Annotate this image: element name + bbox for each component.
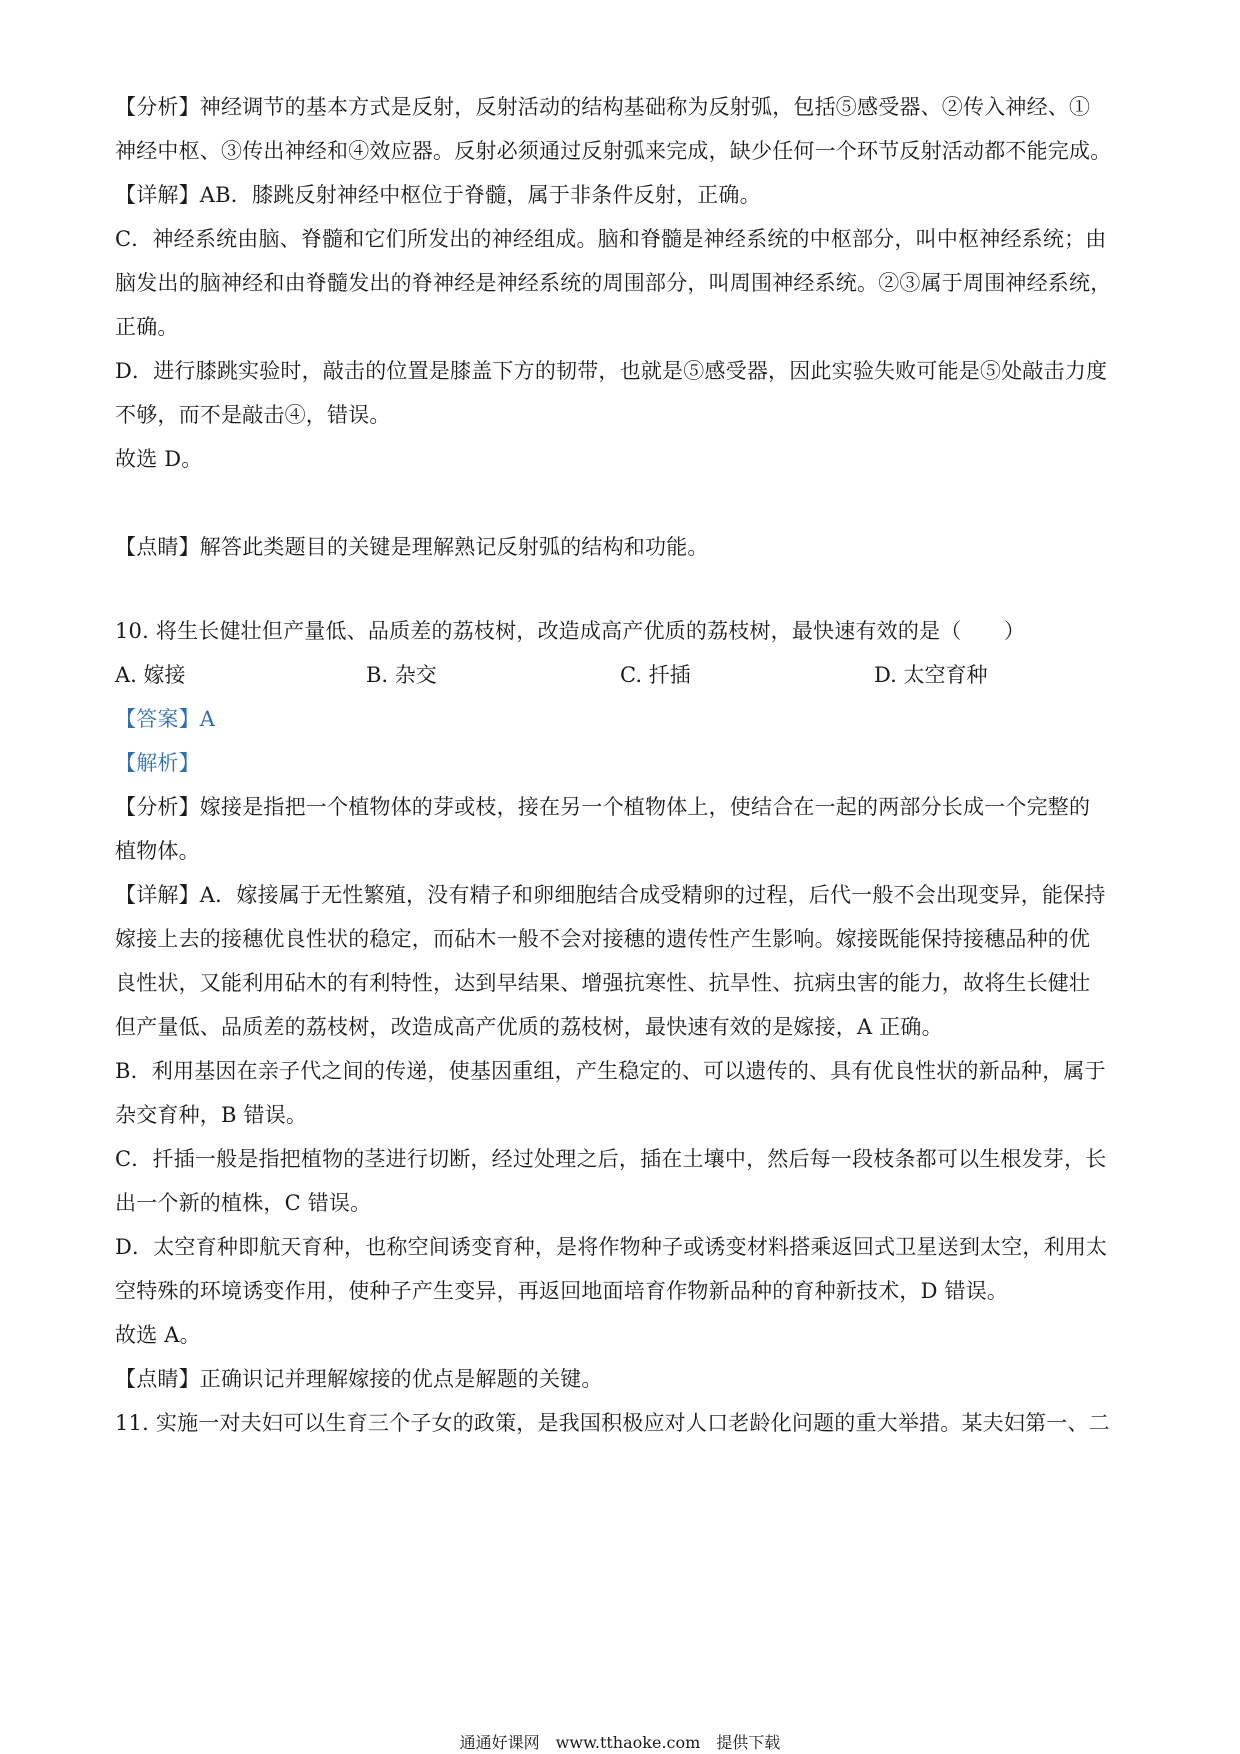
question-11: 11. 实施一对夫妇可以生育三个子女的政策，是我国积极应对人口老龄化问题的重大举措。某夫妇第一、二 xyxy=(115,1411,1110,1435)
conclusion-q9: 故选 D。 xyxy=(115,447,203,471)
comment-q10: 【点睛】正确识记并理解嫁接的优点是解题的关键。 xyxy=(115,1367,603,1391)
detail-d-line-2: 不够，而不是敲击④，错误。 xyxy=(115,403,391,427)
option-a: A. 嫁接 xyxy=(115,663,186,687)
analysis-line-1: 【分析】神经调节的基本方式是反射，反射活动的结构基础称为反射弧，包括⑤感受器、②传入神经、① xyxy=(115,95,1091,119)
q10-detail-d-line-1: D．太空育种即航天育种，也称空间诱变育种，是将作物种子或诱变材料搭乘返回式卫星送到太空，利用太 xyxy=(115,1235,1108,1259)
detail-d-line-1: D．进行膝跳实验时，敲击的位置是膝盖下方的韧带，也就是⑤感受器，因此实验失败可能是⑤处敲击力度 xyxy=(115,359,1108,383)
q10-detail-b-line-2: 杂交育种，B 错误。 xyxy=(115,1103,308,1127)
q10-analysis-line-1: 【分析】嫁接是指把一个植物体的芽或枝，接在另一个植物体上，使结合在一起的两部分长成一个完整的 xyxy=(115,795,1091,819)
comment-q9: 【点睛】解答此类题目的关键是理解熟记反射弧的结构和功能。 xyxy=(115,535,709,559)
question-10: 10. 将生长健壮但产量低、品质差的荔枝树，改造成高产优质的荔枝树，最快速有效的是（ ） xyxy=(115,619,1026,643)
q10-analysis-line-2: 植物体。 xyxy=(115,839,200,863)
q10-detail-a-line-4: 但产量低、品质差的荔枝树，改造成高产优质的荔枝树，最快速有效的是嫁接，A 正确。 xyxy=(115,1015,943,1039)
option-d: D. 太空育种 xyxy=(874,663,988,687)
detail-c-line-2: 脑发出的脑神经和由脊髓发出的脊神经是神经系统的周围部分，叫周围神经系统。②③属于周围神经系统， xyxy=(115,271,1112,295)
q10-detail-a-line-3: 良性状，又能利用砧木的有利特性，达到早结果、增强抗寒性、抗旱性、抗病虫害的能力，故将生长健壮 xyxy=(115,971,1091,995)
option-b: B. 杂交 xyxy=(366,663,437,687)
q10-detail-b-line-1: B．利用基因在亲子代之间的传递，使基因重组，产生稳定的、可以遗传的、具有优良性状的新品种，属于 xyxy=(115,1059,1106,1083)
q10-detail-d-line-2: 空特殊的环境诱变作用，使种子产生变异，再返回地面培育作物新品种的育种新技术，D 错误。 xyxy=(115,1279,1009,1303)
conclusion-q10: 故选 A。 xyxy=(115,1323,201,1347)
analysis-line-2: 神经中枢、③传出神经和④效应器。反射必须通过反射弧来完成，缺少任何一个环节反射活动都不能完成。 xyxy=(115,139,1112,163)
analysis-label: 【解析】 xyxy=(115,751,200,775)
detail-c-line-1: C．神经系统由脑、脊髓和它们所发出的神经组成。脑和脊髓是神经系统的中枢部分，叫中枢神经系统；由 xyxy=(115,227,1107,251)
q10-detail-c-line-1: C．扦插一般是指把植物的茎进行切断，经过处理之后，插在土壤中，然后每一段枝条都可以生根发芽，长 xyxy=(115,1147,1107,1171)
detail-ab: 【详解】AB．膝跳反射神经中枢位于脊髓，属于非条件反射，正确。 xyxy=(115,183,761,207)
detail-c-line-3: 正确。 xyxy=(115,315,179,339)
q10-detail-a-line-2: 嫁接上去的接穗优良性状的稳定，而砧木一般不会对接穗的遗传性产生影响。嫁接既能保持接穗品种的优 xyxy=(115,927,1091,951)
answer-label: 【答案】A xyxy=(115,707,216,731)
option-c: C. 扦插 xyxy=(620,663,691,687)
q10-detail-a-line-1: 【详解】A．嫁接属于无性繁殖，没有精子和卵细胞结合成受精卵的过程，后代一般不会出现变异，能保持 xyxy=(115,883,1106,907)
page-footer: 通通好课网 www.tthaoke.com 提供下载 xyxy=(459,1733,781,1752)
q10-detail-c-line-2: 出一个新的植株，C 错误。 xyxy=(115,1191,372,1215)
